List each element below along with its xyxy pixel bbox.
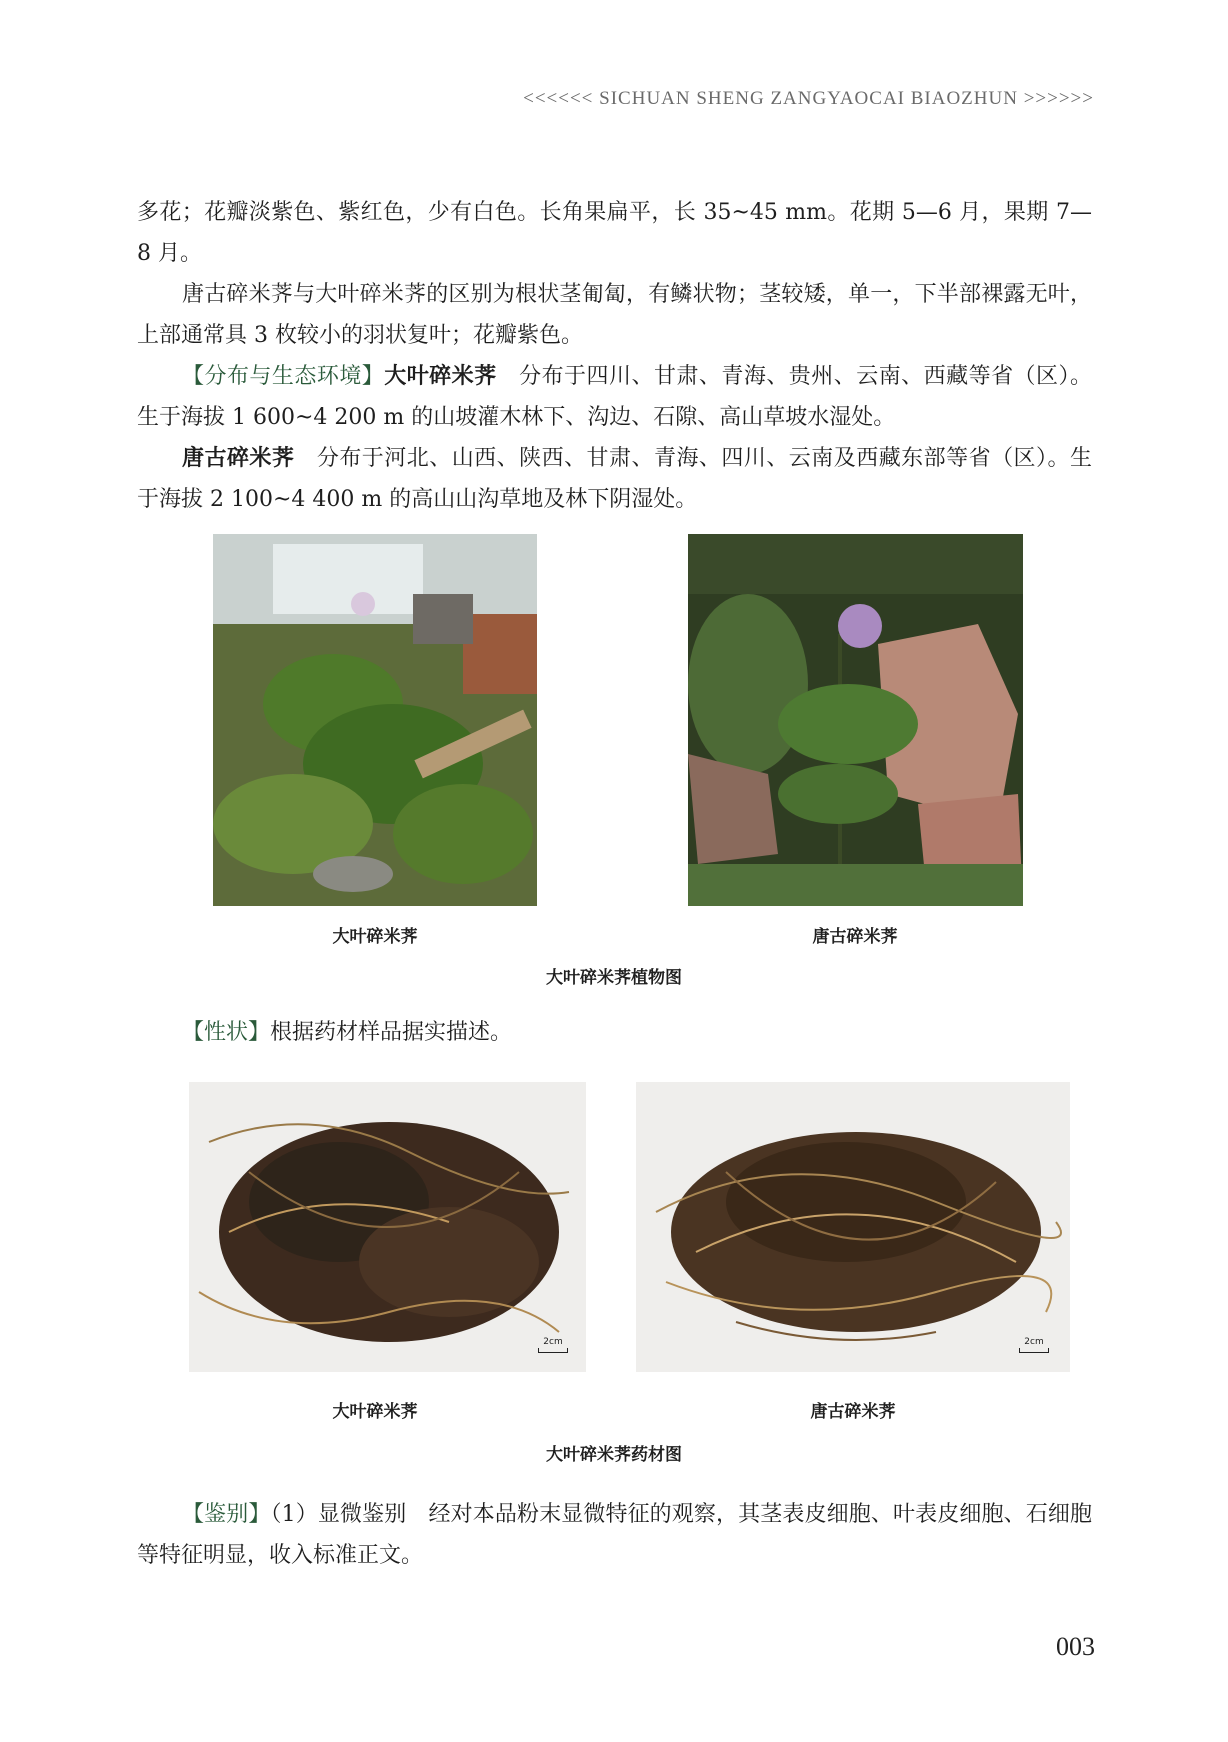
identification-text: （1）显微鉴别 经对本品粉末显微特征的观察，其茎表皮细胞、叶表皮细胞、石细胞等特征明显，收入标准正文。 (137, 1502, 1092, 1568)
paragraph-distribution (137, 356, 1092, 438)
figure2-caption-left: 大叶碎米荠 (332, 1402, 418, 1422)
distribution-text-daye: 分布于四川、甘肃、青海、贵州、云南、西藏等省（区）。生于海拔 1 600~4 200 m 的山坡灌木林下、沟边、石隙、高山草坡水湿处。 (137, 364, 1092, 430)
species-term-tanggu: 唐古碎米荠 (182, 446, 295, 471)
section-heading-characteristics: 【性状】 (182, 1020, 271, 1045)
characteristics-text: 根据药材样品据实描述。 (270, 1020, 513, 1045)
scale-label-left: 2cm (543, 1337, 563, 1347)
distribution-text-tanggu: 分布于河北、山西、陕西、甘肃、青海、四川、云南及西藏东部等省（区）。生于海拔 2 100~4 400 m 的高山山沟草地及林下阴湿处。 (137, 446, 1092, 512)
paragraph-flower-description: 多花；花瓣淡紫色、紫红色，少有白色。长角果扁平，长 35~45 mm。花期 5—6 月，果期 7—8 月。 (137, 200, 1092, 266)
material-photo-tanggu (636, 1082, 1070, 1372)
material-photo-daye (189, 1082, 586, 1372)
figure1-title: 大叶碎米荠植物图 (546, 968, 682, 988)
running-header: <<<<<< SICHUAN SHENG ZANGYAOCAI BIAOZHUN >>>>>> (523, 88, 1094, 109)
figure1-caption-right: 唐古碎米荠 (812, 927, 898, 947)
paragraph-characteristics (137, 1012, 1092, 1053)
section-heading-identification: 【鉴别】 (182, 1502, 271, 1527)
figure2-title: 大叶碎米荠药材图 (546, 1445, 682, 1465)
scale-bar-right (1019, 1337, 1049, 1353)
figure1-caption-left: 大叶碎米荠 (332, 927, 418, 947)
page-number: 003 (1056, 1632, 1095, 1661)
paragraph-difference: 唐古碎米荠与大叶碎米荠的区别为根状茎匍匐，有鳞状物；茎较矮，单一，下半部裸露无叶，上部通常具 3 枚较小的羽状复叶；花瓣紫色。 (137, 282, 1092, 348)
species-term-daye: 大叶碎米荠 (384, 364, 497, 389)
plant-photo-tanggu (688, 534, 1023, 906)
section-heading-distribution: 【分布与生态环境】 (182, 364, 385, 389)
figure2-caption-right: 唐古碎米荠 (810, 1402, 896, 1422)
paragraph-identification (137, 1494, 1092, 1576)
paragraph-distribution-tanggu (137, 438, 1092, 520)
scale-label-right: 2cm (1024, 1337, 1044, 1347)
plant-photo-daye (213, 534, 537, 906)
scale-bar-left (538, 1337, 568, 1353)
